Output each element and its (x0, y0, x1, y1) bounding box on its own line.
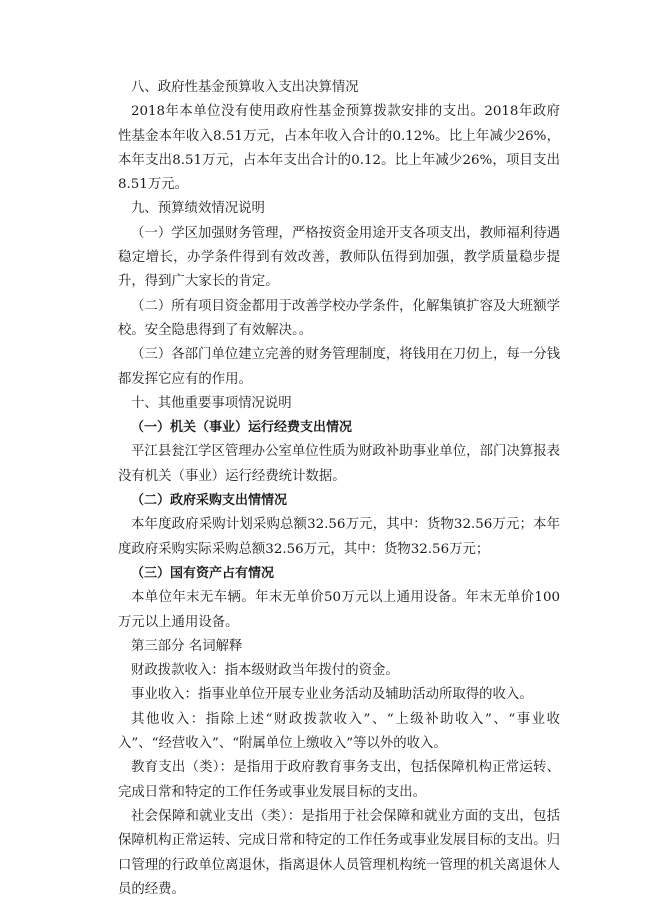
subsection-3-title: （三）国有资产占有情况 (131, 565, 275, 581)
term-5: 社会保障和就业支出（类）：是指用于社会保障和就业方面的支出，包括保障机构正常运转、完成日常和特定的工作任务或事业发展目标的支出。归口管理的行政单位离退休，指离退休人员管理机构统一管理的机关离退休人员的经费。 (118, 808, 560, 897)
section-9-item-1: （一）学区加强财务管理，严格按资金用途开支各项支出，教师福利待遇稳定增长，办学条件得到有效改善，教师队伍得到加强，教学质量稳步提升，得到广大家长的肯定。 (118, 225, 560, 290)
part-3-heading: 第三部分 名词解释 (131, 638, 243, 654)
section-8-heading: 八、政府性基金预算收入支出决算情况 (131, 80, 359, 95)
section-9-heading: 九、预算绩效情况说明 (131, 201, 265, 217)
subsection-2-text: 本年度政府采购计划采购总额32.56万元，其中：货物32.56万元；本年度政府采购实际采购总额32.56万元，其中：货物32.56万元； (118, 517, 560, 557)
document-page (118, 76, 560, 902)
section-8-paragraph: 2018年本单位没有使用政府性基金预算拨款安排的支出。2018年政府性基金本年收入8.51万元，占本年收入合计的0.12%。比上年减少26%，本年支出8.51万元，占本年支出合计的0.12。比上年减少26%，项目支出8.51万元。 (118, 104, 560, 193)
term-2: 事业收入：指事业单位开展专业业务活动及辅助活动所取得的收入。 (131, 687, 533, 703)
term-4: 教育支出（类）：是指用于政府教育事务支出，包括保障机构正常运转、完成日常和特定的工作任务或事业发展目标的支出。 (118, 760, 560, 800)
subsection-3-text: 本单位年末无车辆。年末无单价50万元以上通用设备。年末无单价100万元以上通用设备。 (118, 590, 560, 630)
section-9-item-2: （二）所有项目资金都用于改善学校办学条件，化解集镇扩容及大班额学校。安全隐患得到了有效解决。。 (118, 298, 560, 338)
subsection-1-text: 平江县瓮江学区管理办公室单位性质为财政补助事业单位，部门决算报表没有机关（事业）运行经费统计数据。 (118, 444, 560, 484)
subsection-1-title: （一）机关（事业）运行经费支出情况 (131, 420, 353, 436)
section-10-heading: 十、其他重要事项情况说明 (131, 395, 292, 411)
term-3: 其他收入：指除上述“财政拨款收入”、“上级补助收入”、“事业收入”、“经营收入”、“附属单位上缴收入”等以外的收入。 (118, 711, 560, 752)
term-1: 财政拨款收入：指本级财政当年拨付的资金。 (131, 663, 399, 679)
subsection-2-title: （二）政府采购支出情情况 (131, 493, 288, 509)
section-9-item-3: （三）各部门单位建立完善的财务管理制度，将钱用在刀仞上，每一分钱都发挥它应有的作用。 (118, 347, 560, 387)
